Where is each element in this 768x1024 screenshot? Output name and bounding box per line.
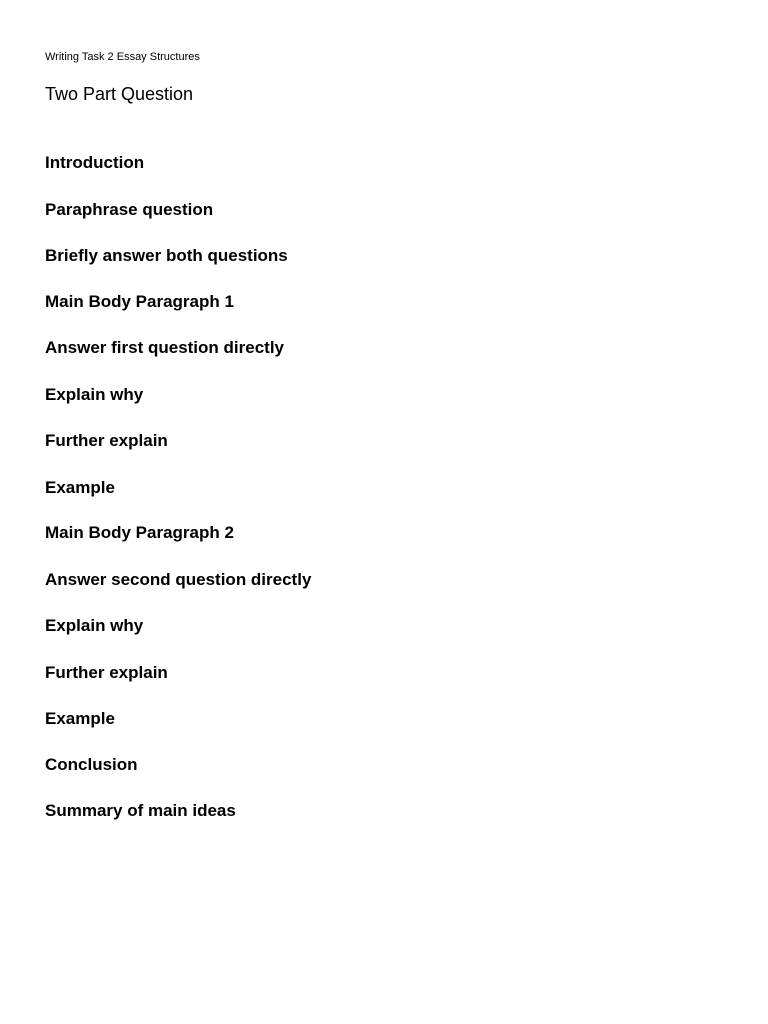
section-heading: Introduction xyxy=(45,153,145,172)
section-heading: Conclusion xyxy=(45,754,138,774)
section-main-body-1 xyxy=(45,291,311,499)
section-item: Answer second question directly xyxy=(45,569,312,589)
section-heading: Main Body Paragraph 2 xyxy=(45,523,234,542)
section-heading: Main Body Paragraph 1 xyxy=(45,291,234,311)
section-item: Further explain xyxy=(45,662,168,682)
section-item: Explain why xyxy=(45,616,144,635)
section-introduction xyxy=(45,152,311,267)
section-item: Answer first question directly xyxy=(45,338,284,357)
document-header: Writing Task 2 Essay Structures xyxy=(45,51,200,63)
section-conclusion xyxy=(45,754,311,823)
section-item: Paraphrase question xyxy=(45,199,214,219)
document-title: Two Part Question xyxy=(45,84,194,104)
section-main-body-2 xyxy=(45,522,311,730)
essay-structure xyxy=(45,152,311,846)
section-item: Summary of main ideas xyxy=(45,801,236,820)
section-item: Further explain xyxy=(45,431,168,450)
section-item: Example xyxy=(45,709,115,728)
section-item: Explain why xyxy=(45,384,144,404)
section-item: Example xyxy=(45,477,115,497)
section-item: Briefly answer both questions xyxy=(45,246,288,265)
